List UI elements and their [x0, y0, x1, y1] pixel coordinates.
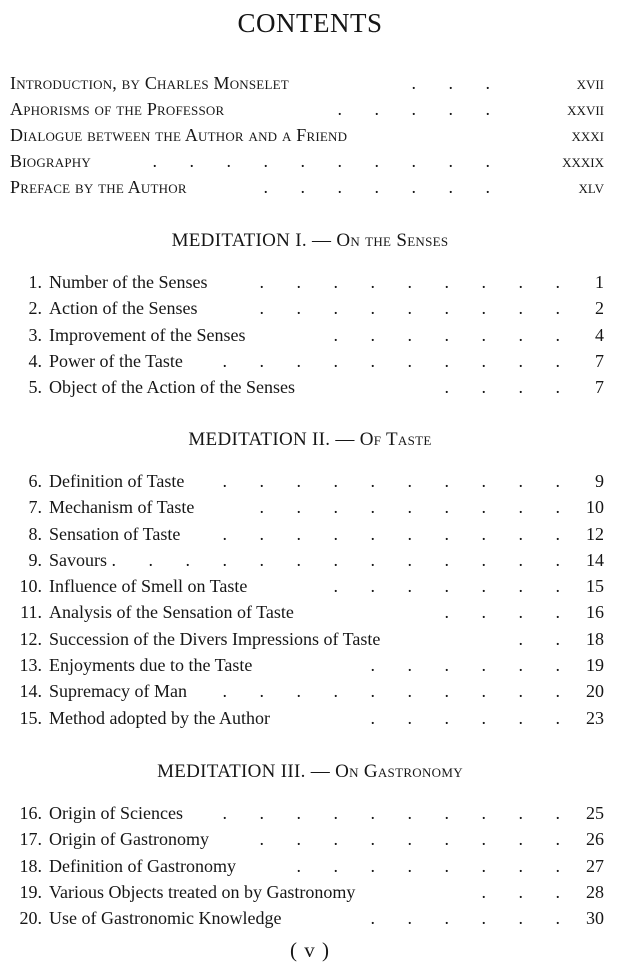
leader-dots: . . . . . . . . . . — [222, 523, 574, 544]
contents-entry — [0, 494, 604, 520]
entry-number: 11. — [20, 602, 42, 623]
entry-page: 4 — [595, 324, 604, 345]
entry-page: 2 — [595, 298, 604, 319]
leader-dots: . . . . . . . . . . — [222, 681, 574, 702]
leader-dots: . . . . — [444, 377, 574, 398]
entry-label: Definition of Gastronomy — [49, 855, 236, 876]
meditation-entries — [0, 269, 604, 400]
entry-page: 27 — [586, 855, 604, 876]
entry-label: Supremacy of Man — [49, 681, 187, 702]
entry-number: 17. — [19, 829, 42, 850]
contents-entry — [0, 468, 604, 494]
front-matter-list — [10, 70, 604, 200]
contents-entry — [0, 678, 604, 704]
contents-entry — [0, 547, 604, 573]
entry-label: Enjoyments due to the Taste — [49, 655, 253, 676]
entry-page: xvii — [576, 73, 604, 93]
contents-entry — [0, 800, 604, 826]
front-matter-entry — [10, 122, 604, 148]
entry-label: Biography — [10, 151, 91, 171]
entry-number: 6. — [28, 471, 42, 491]
entry-number: 12. — [19, 628, 42, 649]
leader-dots: . . . . . . . . . — [259, 272, 574, 292]
leader-dots: . . . . . . . — [333, 324, 574, 345]
entry-label: Object of the Action of the Senses — [49, 377, 295, 398]
entry-page: 30 — [586, 908, 604, 929]
meditation-subject: Of Taste — [359, 429, 432, 450]
leader-dots: . . — [518, 628, 574, 649]
entry-page: xxvii — [567, 99, 604, 119]
entry-page: 20 — [586, 681, 604, 702]
contents-entry — [0, 905, 604, 931]
leader-dots: . . . . . . . . — [296, 855, 574, 876]
entry-label: Origin of Gastronomy — [49, 829, 209, 850]
entry-label: Introduction, by Charles Monselet — [10, 73, 289, 93]
entry-number: 5. — [28, 377, 42, 398]
meditation-subject: On Gastronomy — [335, 761, 463, 782]
entry-label: Power of the Taste — [49, 350, 183, 371]
contents-entry — [0, 599, 604, 625]
leader-dots: . . . — [411, 73, 504, 93]
entry-page: 7 — [595, 350, 604, 371]
leader-dots: . . . . . . — [370, 655, 574, 676]
front-matter-entry — [10, 174, 604, 200]
leader-dots: . . . . . . . . . . . . . — [111, 549, 574, 570]
entry-label: Aphorisms of the Professor — [10, 99, 225, 119]
contents-entry — [0, 573, 604, 599]
contents-entry — [0, 853, 604, 879]
entry-number: 4. — [28, 350, 42, 371]
leader-dots: . . . . . . . . . — [259, 298, 574, 319]
leader-dots: . . . . . . — [370, 707, 574, 728]
entry-label: Improvement of the Senses — [49, 324, 246, 345]
entry-page: 26 — [586, 829, 604, 850]
meditation-entries — [0, 800, 604, 931]
meditation-number: MEDITATION I. — — [171, 230, 332, 251]
entry-number: 3. — [28, 324, 42, 345]
contents-entry — [0, 521, 604, 547]
leader-dots: . . . . — [444, 602, 574, 623]
front-matter-entry — [10, 148, 604, 174]
entry-label: Preface by the Author — [10, 177, 187, 197]
entry-page: 16 — [586, 602, 604, 623]
entry-page: xxxix — [562, 151, 604, 171]
entry-number: 20. — [19, 908, 42, 929]
entry-page: 15 — [586, 576, 604, 597]
entry-label: Sensation of Taste — [49, 523, 181, 544]
entry-label: Influence of Smell on Taste — [49, 576, 248, 597]
entry-number: 2. — [28, 298, 42, 319]
contents-entry — [0, 626, 604, 652]
entry-label: Method adopted by the Author — [49, 707, 270, 728]
entry-page: 9 — [595, 471, 604, 491]
entry-number: 18. — [19, 855, 42, 876]
leader-dots: . . . . . . . . . — [259, 497, 574, 518]
entry-label: Dialogue between the Author and a Friend — [10, 125, 348, 145]
entry-page: 18 — [586, 628, 604, 649]
page-folio: ( v ) — [290, 938, 330, 962]
contents-entry — [0, 322, 604, 348]
entry-page: 10 — [586, 497, 604, 518]
entry-number: 1. — [28, 272, 42, 292]
leader-dots: . . . . . . — [370, 908, 574, 929]
leader-dots: . . . . . . . . . . — [222, 350, 574, 371]
entry-number: 15. — [19, 707, 42, 728]
contents-entry — [0, 705, 604, 731]
meditation-heading — [0, 429, 620, 451]
meditation-number: MEDITATION II. — — [188, 429, 355, 450]
entry-number: 7. — [28, 497, 42, 518]
entry-page: 7 — [595, 377, 604, 398]
leader-dots: . . . . . . . . . . — [222, 803, 574, 823]
meditation-subject: On the Senses — [336, 230, 449, 251]
entry-label: Analysis of the Sensation of Taste — [49, 602, 294, 623]
meditation-heading — [0, 230, 620, 252]
leader-dots: . . . . . . . — [263, 177, 504, 197]
entry-page: 23 — [586, 707, 604, 728]
contents-entry — [0, 269, 604, 295]
entry-label: Savours — [49, 549, 107, 570]
entry-page: 12 — [586, 523, 604, 544]
entry-label: Action of the Senses — [49, 298, 198, 319]
leader-dots: . . . . . . . — [333, 576, 574, 597]
leader-dots: . . . — [481, 881, 574, 902]
meditation-heading — [0, 761, 620, 783]
entry-page: 25 — [586, 803, 604, 823]
entry-label: Number of the Senses — [49, 272, 208, 292]
entry-page: 1 — [595, 272, 604, 292]
entry-number: 13. — [19, 655, 42, 676]
page-title: CONTENTS — [237, 8, 383, 38]
entry-number: 19. — [19, 881, 42, 902]
leader-dots: . . . . . . . . . . — [222, 471, 574, 491]
contents-entry — [0, 652, 604, 678]
meditation-number: MEDITATION III. — — [157, 761, 331, 782]
entry-page: 28 — [586, 881, 604, 902]
entry-page: 14 — [586, 549, 604, 570]
contents-entry — [0, 374, 604, 400]
entry-label: Mechanism of Taste — [49, 497, 195, 518]
entry-label: Use of Gastronomic Knowledge — [49, 908, 282, 929]
entry-number: 14. — [19, 681, 42, 702]
leader-dots: . . . . . . . . . — [259, 829, 574, 850]
entry-label: Definition of Taste — [49, 471, 185, 491]
entry-label: Various Objects treated on by Gastronomy — [49, 881, 356, 902]
entry-page: xxxi — [571, 125, 604, 145]
entry-number: 16. — [19, 803, 42, 823]
front-matter-entry — [10, 70, 604, 96]
leader-dots: . . . . . — [337, 99, 504, 119]
entry-label: Succession of the Divers Impressions of Taste — [49, 628, 381, 649]
entry-label: Origin of Sciences — [49, 803, 183, 823]
meditation-entries — [0, 468, 604, 731]
leader-dots: . . . . . . . . . . — [152, 151, 504, 171]
contents-entry — [0, 295, 604, 321]
contents-entry — [0, 879, 604, 905]
entry-page: xlv — [578, 177, 604, 197]
contents-entry — [0, 348, 604, 374]
entry-page: 19 — [586, 655, 604, 676]
front-matter-entry — [10, 96, 604, 122]
entry-number: 10. — [19, 576, 42, 597]
contents-entry — [0, 826, 604, 852]
entry-number: 8. — [28, 523, 42, 544]
entry-number: 9. — [28, 549, 42, 570]
